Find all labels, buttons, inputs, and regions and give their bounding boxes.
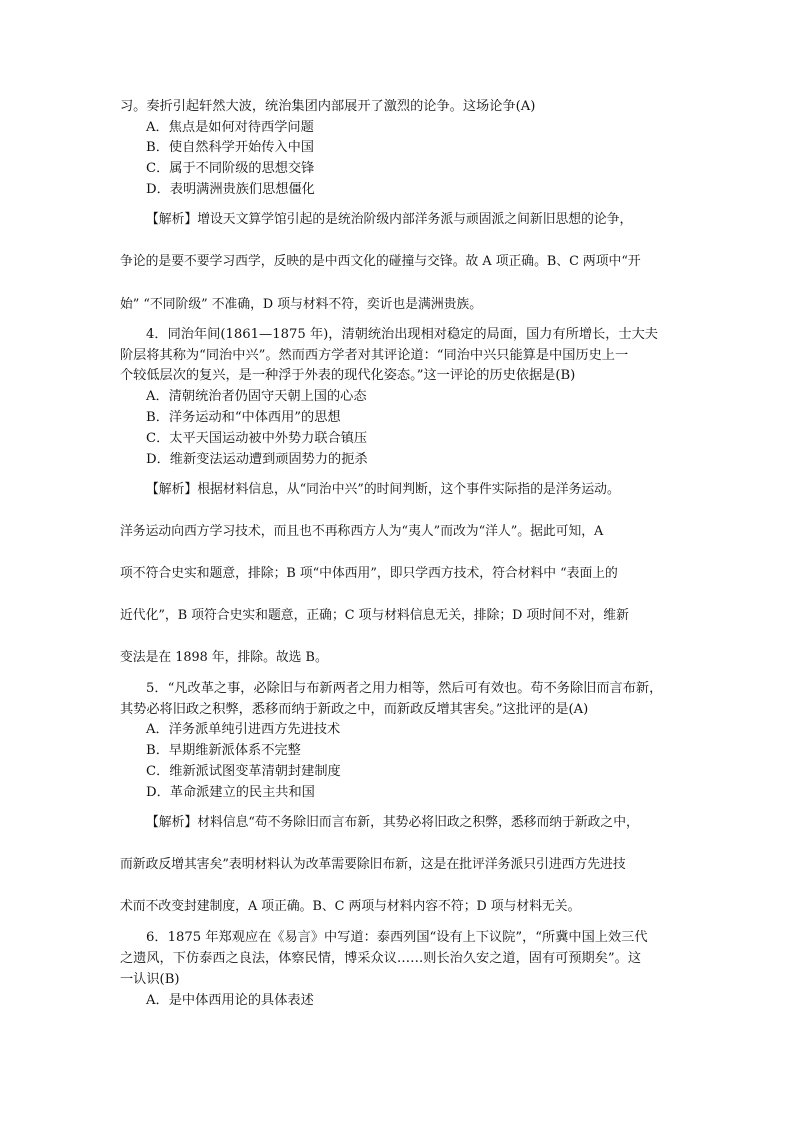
option-c: C．属于不同阶级的思想交锋: [146, 161, 315, 176]
question-text: 其势必将旧政之积弊，悉移而纳于新政之中，而新政反增其害矣。”这批评的是(A): [120, 702, 589, 717]
analysis-text: 洋务运动向西方学习技术，而且也不再称西方人为“夷人”而改为“洋人”。据此可知，A: [120, 524, 604, 539]
analysis-text: 始” “不同阶级” 不准确，D 项与材料不符，奕䜣也是满洲贵族。: [120, 297, 483, 312]
analysis-text: 而新政反增其害矣”表明材料认为改革需要除旧布新，这是在批评洋务派只引进西方先进技: [120, 857, 626, 872]
question-text: 5．“凡改革之事，必除旧与布新两者之用力相等，然后可有效也。苟不务除旧而言布新，: [146, 681, 663, 696]
option-a: A．清朝统治者仍固守天朝上国的心态: [146, 389, 367, 404]
analysis-text: 术而不改变封建制度，A 项正确。B、C 两项与材料内容不符；D 项与材料无关。: [120, 899, 581, 914]
question-text: 一认识(B): [120, 972, 180, 987]
analysis-text: 变法是在 1898 年，排除。故选 B。: [120, 650, 328, 665]
option-b: B．早期维新派体系不完整: [146, 743, 301, 758]
analysis-text: 近代化”，B 项符合史实和题意，正确；C 项与材料信息无关，排除；D 项时间不对，维新: [120, 608, 629, 623]
option-a: A．是中体西用论的具体表述: [146, 993, 314, 1008]
option-b: B．洋务运动和“中体西用”的思想: [146, 410, 341, 425]
analysis-text: 【解析】增设天文算学馆引起的是统治阶级内部洋务派与顽固派之间新旧思想的论争，: [146, 212, 633, 227]
option-d: D．表明满洲贵族们思想僵化: [146, 182, 315, 197]
option-b: B．使自然科学开始传入中国: [146, 140, 314, 155]
analysis-text: 争论的是要不要学习西学，反映的是中西文化的碰撞与交锋。故 A 项正确。B、C 两项中“开: [120, 254, 641, 269]
analysis-text: 【解析】材料信息“苟不务除旧而言布新，其势必将旧政之积弊，悉移而纳于新政之中，: [146, 815, 639, 830]
option-d: D．维新变法运动遭到顽固势力的扼杀: [146, 452, 368, 467]
option-c: C．维新派试图变革清朝封建制度: [146, 764, 341, 779]
question-text: 6．1875 年郑观应在《易言》中写道：泰西列国“设有上下议院”，“所冀中国上效三代: [146, 930, 648, 945]
question-text: 之遗风，下仿泰西之良法，体察民情，博采众议……则长治久安之道，固有可预期矣”。这: [120, 951, 642, 966]
analysis-text: 【解析】根据材料信息，从“同治中兴”的时间判断，这个事件实际指的是洋务运动。: [146, 482, 620, 497]
text-line: 习。奏折引起轩然大波，统治集团内部展开了激烈的论争。这场论争(A): [120, 99, 536, 114]
option-c: C．太平天国运动被中外势力联合镇压: [146, 431, 368, 446]
option-d: D．革命派建立的民主共和国: [146, 785, 315, 800]
option-a: A．焦点是如何对待西学问题: [146, 120, 314, 135]
question-text: 4．同治年间(1861—1875 年)，清朝统治出现相对稳定的局面，国力有所增长，士大夫: [146, 327, 658, 342]
question-text: 阶层将其称为“同治中兴”。然而西方学者对其评论道：“同治中兴只能算是中国历史上一: [120, 348, 629, 363]
option-a: A．洋务派单纯引进西方先进技术: [146, 722, 341, 737]
analysis-text: 项不符合史实和题意，排除；B 项“中体西用”，即只学西方技术，符合材料中 “表面上的: [120, 566, 618, 581]
question-text: 个较低层次的复兴，是一种浮于外表的现代化姿态。”这一评论的历史依据是(B): [120, 368, 576, 383]
